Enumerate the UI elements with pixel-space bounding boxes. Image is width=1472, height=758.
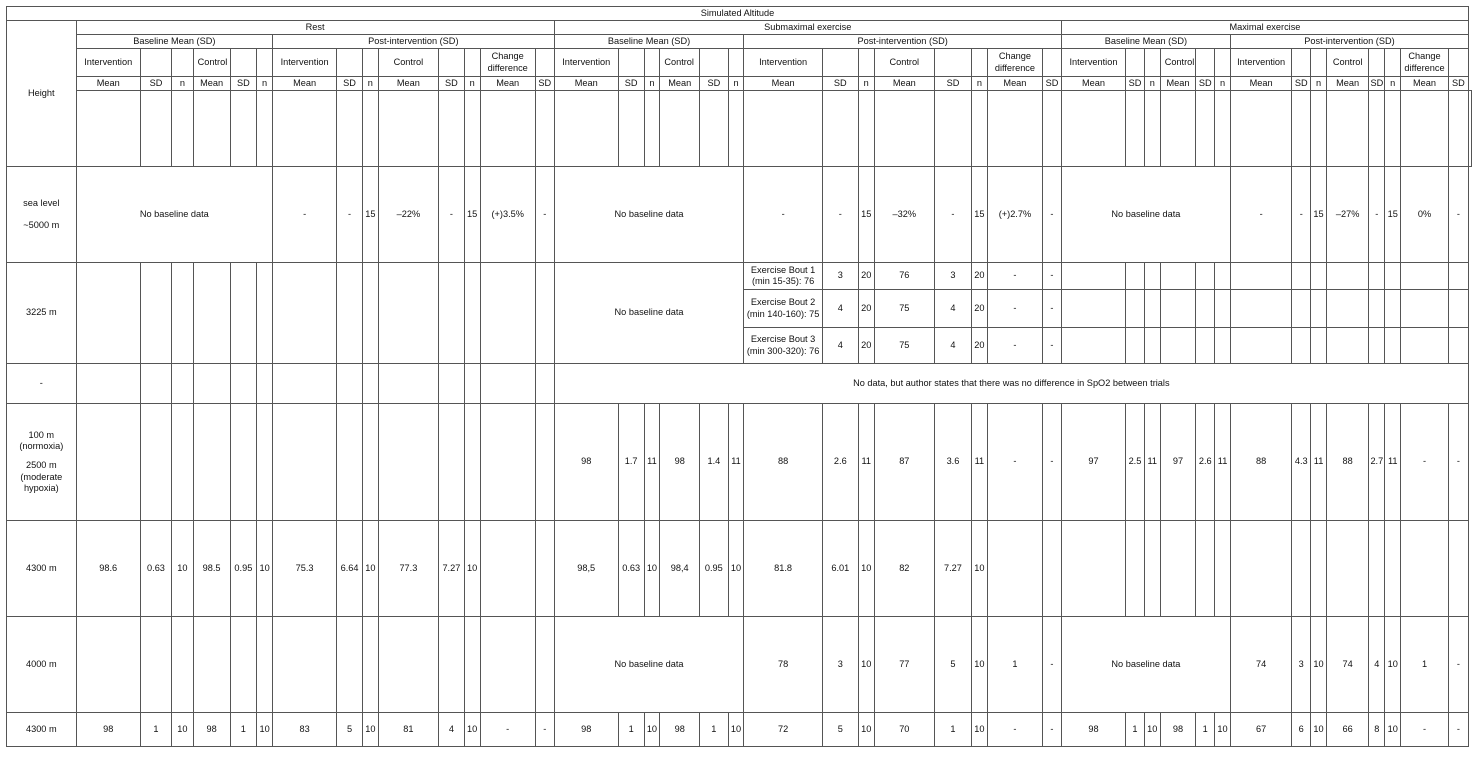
cell: 98.6 (76, 521, 140, 617)
col-sd: SD (1448, 77, 1468, 91)
cell: - (1401, 404, 1449, 521)
col-mean: Mean (1160, 77, 1196, 91)
cell: 10 (728, 521, 744, 617)
max-post-header: Post-intervention (SD) (1230, 35, 1468, 49)
max-no-baseline: No baseline data (1061, 167, 1230, 263)
cell: 1 (700, 713, 729, 747)
col-n: n (362, 77, 378, 91)
cell: 1 (1196, 713, 1215, 747)
sub-post-ctl: Control (874, 49, 934, 77)
cell: - (480, 713, 535, 747)
col-sd: SD (1126, 77, 1145, 91)
cell: 10 (1385, 713, 1401, 747)
cell: 98 (1160, 713, 1196, 747)
cell: 6.64 (337, 521, 363, 617)
cell: - (1448, 167, 1468, 263)
cell: 10 (644, 521, 660, 617)
cell: –22% (378, 167, 438, 263)
height-header: Height (7, 21, 77, 167)
sub-no-baseline: No baseline data (554, 617, 744, 713)
cell: 3 (822, 263, 858, 290)
cell: 11 (1311, 404, 1327, 521)
cell: 20 (971, 328, 987, 364)
sub-no-baseline: No baseline data (554, 263, 744, 364)
cell: 74 (1326, 617, 1368, 713)
col-n: n (1385, 77, 1401, 91)
rest-post-int: Intervention (273, 49, 337, 77)
cell: 10 (362, 713, 378, 747)
height-line-1: sea level (23, 198, 60, 209)
cell: - (1369, 167, 1385, 263)
cell: 5 (822, 713, 858, 747)
cell: - (535, 167, 554, 263)
sub-base-ctl: Control (660, 49, 700, 77)
cell: 98,5 (554, 521, 618, 617)
col-n: n (257, 77, 273, 91)
col-mean: Mean (1401, 77, 1449, 91)
cell: 1 (1126, 713, 1145, 747)
cell: - (1043, 328, 1062, 364)
rest-baseline-header: Baseline Mean (SD) (76, 35, 272, 49)
rest-change-header: Change difference (480, 49, 535, 77)
cell: - (1230, 167, 1291, 263)
height-line-1: 100 m (normoxia) (19, 430, 64, 452)
no-data-note: No data, but author states that there was no difference in SpO2 between trials (554, 364, 1468, 404)
condition-maximal: Maximal exercise (1061, 21, 1468, 35)
cell: 98.5 (193, 521, 230, 617)
cell: 88 (744, 404, 822, 521)
max-change-header: Change difference (1401, 49, 1449, 77)
cell: 11 (971, 404, 987, 521)
cell: 72 (744, 713, 822, 747)
cell: 1 (934, 713, 971, 747)
col-n: n (464, 77, 480, 91)
cell: 4.3 (1292, 404, 1311, 521)
col-sd: SD (439, 77, 465, 91)
col-mean: Mean (378, 77, 438, 91)
cell: 15 (1311, 167, 1327, 263)
col-n: n (1311, 77, 1327, 91)
cell: 1 (1401, 617, 1449, 713)
cell: 10 (257, 521, 273, 617)
cell: - (439, 167, 465, 263)
cell: - (337, 167, 363, 263)
cell: 10 (464, 713, 480, 747)
header-row-phases (7, 35, 1472, 49)
cell: 10 (1311, 617, 1327, 713)
cell: 1.4 (700, 404, 729, 521)
cell: 1 (987, 617, 1042, 713)
col-mean: Mean (987, 77, 1042, 91)
max-baseline-header: Baseline Mean (SD) (1061, 35, 1230, 49)
cell: 98 (76, 713, 140, 747)
cell: - (987, 328, 1042, 364)
table-row-4300-b (7, 713, 1472, 747)
cell: 15 (971, 167, 987, 263)
cell: 81.8 (744, 521, 822, 617)
cell: - (744, 167, 822, 263)
sub-post-int: Intervention (744, 49, 822, 77)
col-sd: SD (1369, 77, 1385, 91)
cell: 10 (971, 617, 987, 713)
col-sd: SD (822, 77, 858, 91)
cell: 10 (858, 713, 874, 747)
sub-baseline-header: Baseline Mean (SD) (554, 35, 744, 49)
cell: 11 (728, 404, 744, 521)
cell: 98 (660, 713, 700, 747)
sub-change-header: Change difference (987, 49, 1042, 77)
col-sd: SD (1292, 77, 1311, 91)
col-n: n (1144, 77, 1160, 91)
cell: 0.95 (230, 521, 257, 617)
height-cell: 4000 m (7, 617, 77, 713)
col-mean: Mean (273, 77, 337, 91)
cell: 3.6 (934, 404, 971, 521)
cell: - (987, 404, 1042, 521)
cell: 98,4 (660, 521, 700, 617)
cell: 20 (858, 263, 874, 290)
cell: - (934, 167, 971, 263)
cell: 5 (934, 617, 971, 713)
cell: 0.95 (700, 521, 729, 617)
cell: 0.63 (140, 521, 171, 617)
rest-base-int: Intervention (76, 49, 140, 77)
cell: (+)2.7% (987, 167, 1042, 263)
cell: 97 (1061, 404, 1125, 521)
cell: 1 (140, 713, 171, 747)
cell: 11 (858, 404, 874, 521)
col-n: n (728, 77, 744, 91)
cell: 11 (1144, 404, 1160, 521)
height-cell: 3225 m (7, 263, 77, 364)
cell: 10 (644, 713, 660, 747)
cell: - (987, 713, 1042, 747)
col-sd: SD (1043, 77, 1062, 91)
cell: 78 (744, 617, 822, 713)
cell: 3 (1292, 617, 1311, 713)
col-sd: SD (1196, 77, 1215, 91)
max-post-int: Intervention (1230, 49, 1291, 77)
col-n: n (172, 77, 193, 91)
height-cell (7, 167, 77, 263)
cell: 77.3 (378, 521, 438, 617)
cell: 10 (858, 521, 874, 617)
col-mean: Mean (660, 77, 700, 91)
col-mean: Mean (193, 77, 230, 91)
cell: 5 (337, 713, 363, 747)
cell: 6 (1292, 713, 1311, 747)
cell: - (1448, 713, 1468, 747)
cell: 1 (230, 713, 257, 747)
cell: - (1292, 167, 1311, 263)
cell: 10 (1385, 617, 1401, 713)
cell: 10 (362, 521, 378, 617)
cell: 75 (874, 328, 934, 364)
cell: 98 (660, 404, 700, 521)
sub-post-header: Post-intervention (SD) (744, 35, 1061, 49)
spo2-table (6, 6, 1472, 747)
cell: 10 (172, 521, 193, 617)
cell: - (1043, 404, 1062, 521)
cell: 10 (172, 713, 193, 747)
table-row-sea-level (7, 167, 1472, 263)
max-no-baseline: No baseline data (1061, 617, 1230, 713)
col-mean: Mean (744, 77, 822, 91)
cell: 3 (934, 263, 971, 290)
cell: 1.7 (618, 404, 644, 521)
cell: 4 (1369, 617, 1385, 713)
col-sd: SD (140, 77, 171, 91)
cell: 75.3 (273, 521, 337, 617)
cell: 88 (1326, 404, 1368, 521)
cell: - (1043, 167, 1062, 263)
cell: 87 (874, 404, 934, 521)
cell: 15 (858, 167, 874, 263)
col-sd: SD (230, 77, 257, 91)
bout-label: Exercise Bout 3 (min 300-320): 76 (744, 328, 822, 364)
table-title: Simulated Altitude (7, 7, 1469, 21)
col-n: n (644, 77, 660, 91)
cell: 0.63 (618, 521, 644, 617)
cell: 11 (644, 404, 660, 521)
cell: 81 (378, 713, 438, 747)
cell: 10 (728, 713, 744, 747)
cell: 10 (858, 617, 874, 713)
bout-label: Exercise Bout 1 (min 15-35): 76 (744, 263, 822, 290)
cell: 88 (1230, 404, 1291, 521)
cell: - (987, 290, 1042, 328)
cell: 3 (822, 617, 858, 713)
cell: 20 (858, 290, 874, 328)
cell: 4 (822, 328, 858, 364)
col-mean: Mean (480, 77, 535, 91)
height-line-2: ~5000 m (23, 219, 60, 230)
rest-no-baseline: No baseline data (76, 167, 272, 263)
max-post-ctl: Control (1326, 49, 1368, 77)
cell: 15 (1385, 167, 1401, 263)
cell: –27% (1326, 167, 1368, 263)
cell: 74 (1230, 617, 1291, 713)
height-cell: - (7, 364, 77, 404)
cell: 15 (464, 167, 480, 263)
cell: - (1043, 617, 1062, 713)
cell: 10 (971, 521, 987, 617)
cell: (+)3.5% (480, 167, 535, 263)
cell: - (1401, 713, 1449, 747)
header-row-stats (7, 77, 1472, 91)
cell: 6.01 (822, 521, 858, 617)
cell: 2.7 (1369, 404, 1385, 521)
cell: 98 (193, 713, 230, 747)
cell: 66 (1326, 713, 1368, 747)
col-mean: Mean (1230, 77, 1291, 91)
cell: 20 (858, 328, 874, 364)
header-row-conditions (7, 21, 1472, 35)
max-base-ctl: Control (1160, 49, 1196, 77)
cell: - (535, 713, 554, 747)
cell: 7.27 (934, 521, 971, 617)
max-base-int: Intervention (1061, 49, 1125, 77)
cell: 77 (874, 617, 934, 713)
cell: 70 (874, 713, 934, 747)
cell: 7.27 (439, 521, 465, 617)
cell: - (987, 263, 1042, 290)
cell: 20 (971, 290, 987, 328)
sub-no-baseline: No baseline data (554, 167, 744, 263)
table-row-no-data (7, 364, 1472, 404)
cell: 2.6 (822, 404, 858, 521)
cell: - (822, 167, 858, 263)
cell: 97 (1160, 404, 1196, 521)
col-mean: Mean (1061, 77, 1125, 91)
cell: 0% (1401, 167, 1449, 263)
cell: –32% (874, 167, 934, 263)
cell: 4 (439, 713, 465, 747)
cell: 20 (971, 263, 987, 290)
col-sd: SD (535, 77, 554, 91)
cell: 15 (362, 167, 378, 263)
col-mean: Mean (76, 77, 140, 91)
table-row-empty (7, 91, 1472, 167)
col-sd: SD (337, 77, 363, 91)
table-row-3225-bout-1 (7, 263, 1472, 290)
height-cell: 4300 m (7, 521, 77, 617)
bout-label: Exercise Bout 2 (min 140-160): 75 (744, 290, 822, 328)
cell: 8 (1369, 713, 1385, 747)
col-n: n (971, 77, 987, 91)
cell: 10 (1144, 713, 1160, 747)
cell: 98 (554, 713, 618, 747)
cell: 4 (822, 290, 858, 328)
cell: - (1043, 713, 1062, 747)
col-mean: Mean (554, 77, 618, 91)
col-mean: Mean (874, 77, 934, 91)
cell: 4 (934, 328, 971, 364)
cell: 76 (874, 263, 934, 290)
sub-base-int: Intervention (554, 49, 618, 77)
col-n: n (858, 77, 874, 91)
height-line-2: 2500 m (moderate hypoxia) (20, 460, 63, 493)
height-cell (7, 404, 77, 521)
cell: 10 (1311, 713, 1327, 747)
col-sd: SD (934, 77, 971, 91)
condition-submaximal: Submaximal exercise (554, 21, 1061, 35)
cell: 2.5 (1126, 404, 1145, 521)
table-row-4000 (7, 617, 1472, 713)
table-row-4300-a (7, 521, 1472, 617)
table-row-100m (7, 404, 1472, 521)
cell: 75 (874, 290, 934, 328)
cell: - (1448, 404, 1468, 521)
condition-rest: Rest (76, 21, 554, 35)
header-row-groups (7, 49, 1472, 77)
cell: 10 (971, 713, 987, 747)
cell: 67 (1230, 713, 1291, 747)
rest-post-ctl: Control (378, 49, 438, 77)
rest-post-header: Post-intervention (SD) (273, 35, 555, 49)
header-row-title (7, 7, 1472, 21)
cell: 1 (618, 713, 644, 747)
cell: 10 (1215, 713, 1231, 747)
cell: 10 (257, 713, 273, 747)
cell: 10 (464, 521, 480, 617)
rest-base-ctl: Control (193, 49, 230, 77)
col-sd: SD (618, 77, 644, 91)
col-n: n (1215, 77, 1231, 91)
height-cell: 4300 m (7, 713, 77, 747)
cell: 98 (1061, 713, 1125, 747)
cell: 98 (554, 404, 618, 521)
cell: - (1043, 290, 1062, 328)
cell: - (273, 167, 337, 263)
col-mean: Mean (1326, 77, 1368, 91)
cell: 11 (1385, 404, 1401, 521)
cell: - (1448, 617, 1468, 713)
cell: 83 (273, 713, 337, 747)
cell: 11 (1215, 404, 1231, 521)
cell: - (1043, 263, 1062, 290)
col-sd: SD (700, 77, 729, 91)
cell: 82 (874, 521, 934, 617)
cell: 2.6 (1196, 404, 1215, 521)
cell: 4 (934, 290, 971, 328)
